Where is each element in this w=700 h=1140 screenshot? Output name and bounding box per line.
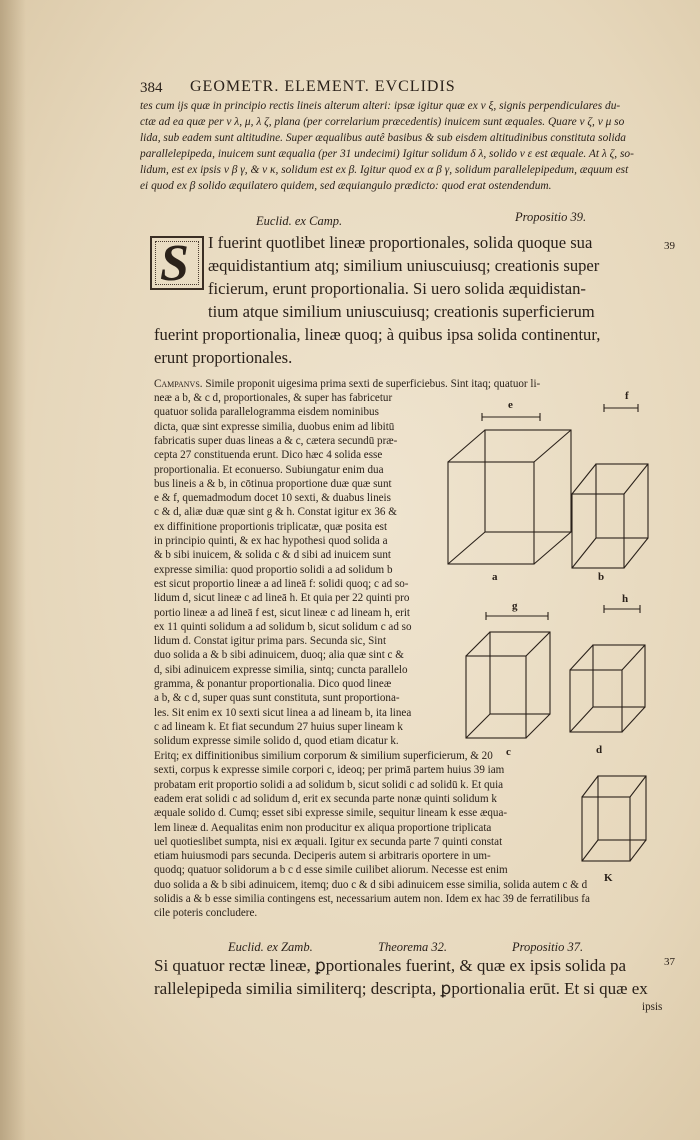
campanus-line: duo solida a & b sibi adinuicem, duoq; alia quæ sint c & xyxy=(154,649,404,662)
prop37-number-label: Propositio 37. xyxy=(512,940,584,954)
campanus-line: lidum d, sicut lineæ c ad lineā h. Et quia per 22 quinti pro xyxy=(154,592,410,605)
segment-e xyxy=(482,413,540,421)
prop39-number-label: Propositio 39. xyxy=(515,210,587,224)
margin-note-number: 37 xyxy=(664,956,675,968)
campanus-line: sexti, corpus k expresse simile corpori c, ideoq; per primā partem huius 39 iam xyxy=(154,764,505,777)
figure-label-g: g xyxy=(512,600,518,612)
campanus-line: lidum d. Constat igitur prima pars. Secunda sic, Sint xyxy=(154,635,387,648)
campanus-line: e & f, quemadmodum docet 10 sexti, & duabus lineis xyxy=(154,492,391,505)
intro-line: ctæ ad ea quæ per ν λ, μ, λ ζ, plana (per correlarium præcedentis) inuicem sunt æquales. Quare ν ζ, ν μ so xyxy=(140,116,625,128)
campanus-line: in principio quinti, & ex hac hypothesi quod solida a xyxy=(154,535,388,547)
campanus-line: duo solida a & b sibi adinuicem, itemq; duo c & d sibi adinuicem esse similia, solida autem c & d xyxy=(154,878,588,891)
prop37-line: Si quatuor rectæ lineæ, ꝑportionales fuerint, & quæ ex ipsis solida pa xyxy=(154,956,627,975)
campanus-line: cile poteris concludere. xyxy=(154,907,258,920)
campanus-line: Eritq; ex diffinitionibus similium corporum & similium superficierum, & 20 xyxy=(154,750,493,762)
intro-line: tes cum ijs quæ in principio rectis lineis alterum alteri: ipsæ igitur quæ ex ν ξ, signis perpendiculares du- xyxy=(140,100,621,112)
figure-label-f: f xyxy=(625,390,629,402)
campanus-lead: Campanvs. xyxy=(154,378,203,390)
campanus-line: d, sibi adinuicem expresse similia, sintq; cuncta parallelo xyxy=(154,663,408,676)
prop37-theorem-label: Theorema 32. xyxy=(378,940,447,954)
campanus-line: est sicut proportio lineæ a ad lineā f: solidi quoq; c ad so- xyxy=(154,577,409,590)
intro-line: ei quod ex β solido æquilatero quidem, sed æquiangulo prædicto: quod erat ostendendum. xyxy=(140,180,552,192)
campanus-line: probatam erit proportio solidi a ad solidum b, sicut solidi c ad solidū k. Et quia xyxy=(154,778,504,791)
campanus-line: solidum expresse simile solido d, quod etiam dicatur k. xyxy=(154,735,399,748)
campanus-line: fabricatis super duas lineas a & c, cætera secundū præ- xyxy=(154,434,398,447)
figure-label-h: h xyxy=(622,593,629,605)
prop37-line: rallelepipeda similia similiterq; descripta, ꝑportionalia erūt. Et si quæ ex xyxy=(154,979,648,998)
cube-k xyxy=(582,776,646,861)
campanus-line: c ad lineam k. Et fiat secundum 27 huius super lineam k xyxy=(154,720,403,733)
campanus-line: eadem erat solidi c ad solidum d, erit ex secunda parte nonæ quinti solidum k xyxy=(154,792,497,805)
campanus-line: dicta, quæ sint expresse similia, duobus enim ad libitū xyxy=(154,420,395,433)
prop39-line: fuerint proportionalia, lineæ quoq; à quibus ipsa solida continentur, xyxy=(154,325,601,344)
prop37-source-label: Euclid. ex Zamb. xyxy=(228,940,313,954)
cube-d xyxy=(570,645,645,732)
campanus-line: solidis a & b esse similia contingens est, necessarium autem non. Idem ex hac 39 de ferratilibus fa xyxy=(154,893,590,905)
prop39-line: I fuerint quotlibet lineæ proportionales, solida quoque sua xyxy=(208,233,593,252)
campanus-line: & b sibi inuicem, & solida c & d sibi ad inuicem sunt xyxy=(154,549,391,562)
page-number: 384 xyxy=(140,80,163,96)
cube-c xyxy=(466,632,550,738)
campanus-line: proportionalia. Et econuerso. Subiungatur enim dua xyxy=(154,463,384,476)
campanus-line: quodq; quatuor solidorum a b c d esse simile cuilibet aliorum. Necesse est enim xyxy=(154,864,508,877)
figure-label-e: e xyxy=(508,399,513,411)
intro-line: parallelepipeda, inuicem sunt æqualia (per 31 undecimi) Igitur solidum δ λ, solido ν ε est æquale. At λ ζ, so- xyxy=(140,148,634,160)
campanus-line: ex diffinitione proportionis triplicatæ, quæ posita est xyxy=(154,520,388,533)
campanus-line: c & d, aliæ duæ quæ sint g & h. Constat igitur ex 36 & xyxy=(154,506,397,519)
segment-f xyxy=(604,404,638,412)
campanus-line: bus lineis a & b, in cōtinua proportione duæ quæ sunt xyxy=(154,477,392,490)
catchword: ipsis xyxy=(642,1001,663,1013)
margin-note-number: 39 xyxy=(664,240,675,252)
cube-b xyxy=(572,464,648,568)
figure-label-d: d xyxy=(596,744,603,756)
prop39-line: tium atque similium uniuscuiusq; creationis superficierum xyxy=(208,302,595,321)
drop-cap-letter: S xyxy=(160,235,189,292)
campanus-line: cepta 27 constituenda erunt. Dico hæc 4 solida esse xyxy=(154,449,383,462)
prop39-line: æquidistantium atq; similium uniuscuiusq; creationis super xyxy=(208,256,600,275)
figure-label-k: K xyxy=(604,872,613,884)
campanus-line: portio lineæ a ad lineā f est, sicut lineæ c ad lineam h, erit xyxy=(154,606,411,619)
intro-line: lidum, est ex ipsis ν β γ, & ν κ, solidum est ex β. Igitur quod ex α β γ, solidum parallelepipedum, æquum est xyxy=(140,164,629,176)
campanus-line: etiam huiusmodi pars secunda. Deciperis autem si arbitraris oportere in um- xyxy=(154,850,491,863)
campanus-line: neæ a b, & c d, proportionales, & super has fabricetur xyxy=(154,392,393,404)
figure-label-a: a xyxy=(492,571,498,583)
intro-line: lida, sub eadem sunt altitudine. Super æqualibus autê basibus & sub eisdem altitudinibus constituta solida xyxy=(140,132,626,144)
campanus-line: a b, & c d, super quas sunt constituta, sunt proportiona- xyxy=(154,692,400,705)
cube-a xyxy=(448,430,571,564)
campanus-line: les. Sit enim ex 10 sexti sicut linea a ad lineam b, ita linea xyxy=(154,706,412,719)
campanus-line: expresse similia: quod proportio solidi a ad solidum b xyxy=(154,563,393,576)
prop39-line: ficierum, erunt proportionalia. Si uero solida æquidistan- xyxy=(208,279,586,298)
segment-h xyxy=(604,605,640,613)
campanus-line: quatuor solida parallelogramma eisdem nominibus xyxy=(154,406,379,419)
figure-label-c: c xyxy=(506,746,511,758)
segment-g xyxy=(486,612,548,620)
campanus-line: uel quotieslibet sumpta, nisi ex æquali. Igitur ex secunda parte 7 quinti constat xyxy=(154,835,503,848)
running-title: GEOMETR. ELEMENT. EVCLIDIS xyxy=(190,78,456,95)
campanus-line: lem lineæ d. Aequalitas enim non producitur ex aliqua proportione triplicata xyxy=(154,821,492,834)
campanus-first-text: Simile proponit uigesima prima sexti de superficiebus. Sint itaq; quatuor li- xyxy=(202,378,541,390)
figure-label-b: b xyxy=(598,571,605,583)
campanus-line: ex 11 quinti solidum a ad solidum b, sicut solidum c ad so xyxy=(154,620,412,633)
prop39-line: erunt proportionales. xyxy=(154,348,293,367)
campanus-line: gramma, & ponantur proportionalia. Dico quod lineæ xyxy=(154,678,392,690)
prop39-source-label: Euclid. ex Camp. xyxy=(256,214,343,228)
campanus-line: æquale solido d. Cumq; esset sibi expresse simile, sequitur lineam k esse æqua- xyxy=(154,807,508,820)
